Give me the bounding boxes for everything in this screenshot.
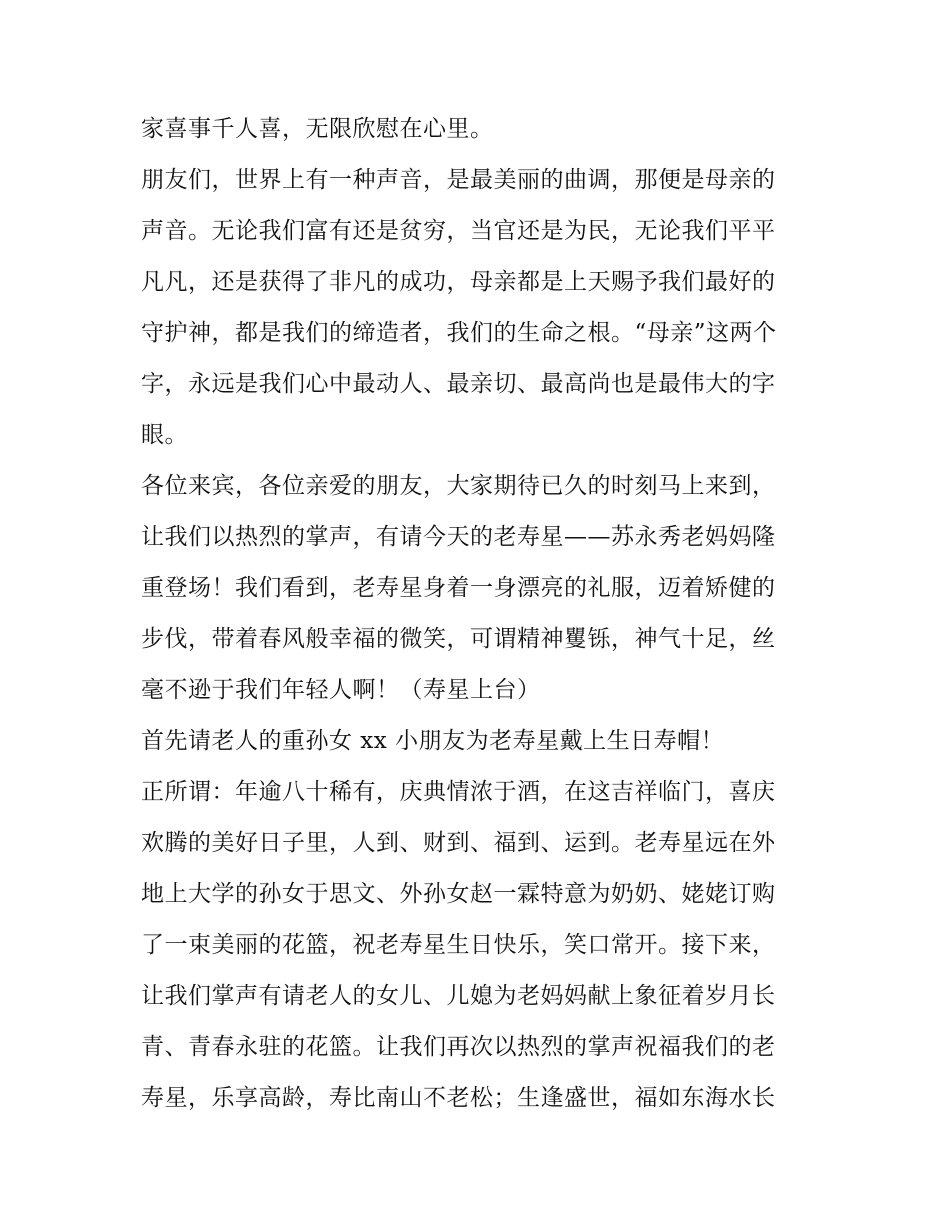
- text-line: 眼。: [141, 422, 188, 448]
- text-line: 步伐，带着春风般幸福的微笑，可谓精神矍铄，神气十足，丝: [141, 626, 776, 652]
- text-line: 青、青春永驻的花篮。让我们再次以热烈的掌声祝福我们的老: [141, 1034, 776, 1060]
- text-line: 地上大学的孙女于思文、外孙女赵一霖特意为奶奶、姥姥订购: [141, 881, 776, 907]
- text-line: 让我们以热烈的掌声，有请今天的老寿星——苏永秀老妈妈隆: [141, 524, 776, 550]
- text-line: 朋友们，世界上有一种声音，是最美丽的曲调，那便是母亲的: [141, 167, 776, 193]
- text-line: 寿星，乐享高龄，寿比南山不老松；生逢盛世，福如东海水长: [141, 1085, 776, 1111]
- text-line: 首先请老人的重孙女 xx 小朋友为老寿星戴上生日寿帽！: [141, 728, 725, 754]
- text-line: 字，永远是我们心中最动人、最亲切、最高尚也是最伟大的字: [141, 371, 776, 397]
- text-line: 凡凡，还是获得了非凡的成功，母亲都是上天赐予我们最好的: [141, 269, 776, 295]
- text-line: 让我们掌声有请老人的女儿、儿媳为老妈妈献上象征着岁月长: [141, 983, 776, 1009]
- document-body: [141, 104, 816, 1124]
- text-line: 毫不逊于我们年轻人啊！（寿星上台）: [141, 677, 541, 703]
- text-line: 守护神，都是我们的缔造者，我们的生命之根。“母亲”这两个: [141, 320, 777, 346]
- text-line: 欢腾的美好日子里，人到、财到、福到、运到。老寿星远在外: [141, 830, 776, 856]
- text-line: 声音。无论我们富有还是贫穷，当官还是为民，无论我们平平: [141, 218, 776, 244]
- text-line: 家喜事千人喜，无限欣慰在心里。: [141, 116, 494, 142]
- text-line: 各位来宾，各位亲爱的朋友，大家期待已久的时刻马上来到，: [141, 473, 776, 499]
- text-line: 正所谓：年逾八十稀有，庆典情浓于酒，在这吉祥临门，喜庆: [141, 779, 776, 805]
- text-line: 了一束美丽的花篮，祝老寿星生日快乐，笑口常开。接下来，: [141, 932, 776, 958]
- text-line: 重登场！我们看到，老寿星身着一身漂亮的礼服，迈着矫健的: [141, 575, 776, 601]
